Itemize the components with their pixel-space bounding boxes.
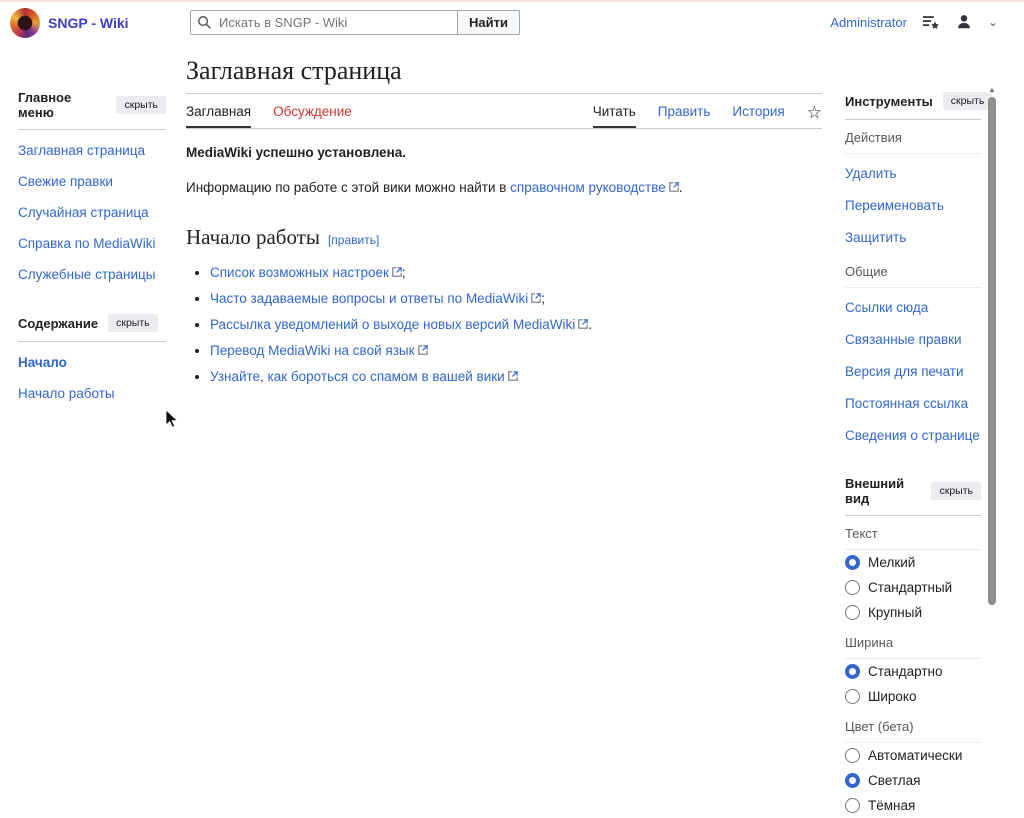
release-mail-link[interactable]: Рассылка уведомлений о выходе новых версий MediaWiki bbox=[210, 317, 576, 333]
right-sidebar bbox=[845, 92, 985, 818]
radio-text-large[interactable]: Крупный bbox=[845, 600, 981, 625]
radio-icon[interactable] bbox=[845, 664, 860, 679]
external-link-icon bbox=[418, 345, 428, 355]
radio-icon[interactable] bbox=[845, 798, 860, 813]
vertical-scrollbar[interactable] bbox=[986, 86, 998, 601]
getting-started-list bbox=[186, 263, 822, 388]
external-link-icon bbox=[669, 182, 679, 192]
toc-item-getting-started[interactable]: Начало работы bbox=[18, 386, 115, 401]
radio-text-small[interactable]: Мелкий bbox=[845, 550, 981, 575]
scrollbar-thumb[interactable] bbox=[988, 97, 996, 605]
list-item bbox=[210, 341, 822, 362]
appearance-group-width: Ширина bbox=[845, 625, 981, 659]
external-link-icon bbox=[578, 319, 588, 329]
tab-read[interactable]: Читать bbox=[593, 94, 636, 128]
toc-item-top[interactable]: Начало bbox=[18, 355, 67, 370]
main-menu-panel bbox=[18, 90, 166, 284]
radio-icon[interactable] bbox=[845, 689, 860, 704]
username-link[interactable]: Administrator bbox=[830, 14, 907, 30]
header-user-area bbox=[830, 13, 998, 31]
info-paragraph: Информацию по работе с этой вики можно найти в справочном руководстве . bbox=[186, 179, 683, 195]
search-icon bbox=[197, 15, 212, 30]
help-guide-link[interactable]: справочном руководстве bbox=[510, 179, 666, 195]
chevron-down-icon[interactable]: ⌄ bbox=[987, 15, 998, 29]
mouse-cursor bbox=[165, 409, 180, 430]
list-item bbox=[210, 367, 822, 388]
contents-list bbox=[18, 354, 166, 403]
tools-hide-button[interactable]: скрыть bbox=[943, 92, 993, 110]
external-link-icon bbox=[508, 371, 518, 381]
radio-width-standard[interactable]: Стандартно bbox=[845, 659, 981, 684]
left-sidebar bbox=[18, 90, 166, 416]
tab-talk[interactable]: Обсуждение bbox=[273, 104, 352, 119]
sidebar-item-special-pages[interactable]: Служебные страницы bbox=[18, 267, 156, 282]
watchlist-icon[interactable] bbox=[922, 13, 940, 31]
main-content bbox=[186, 56, 822, 393]
tab-history[interactable]: История bbox=[732, 104, 785, 119]
sidebar-item-main-page[interactable]: Заглавная страница bbox=[18, 143, 146, 158]
radio-color-dark[interactable]: Тёмная bbox=[845, 793, 981, 818]
radio-color-light[interactable]: Светлая bbox=[845, 768, 981, 793]
list-item: • Список возможных настроек ; bbox=[210, 263, 822, 284]
radio-icon[interactable] bbox=[845, 555, 860, 570]
main-menu-hide-button[interactable]: скрыть bbox=[116, 96, 166, 114]
list-item: • Рассылка уведомлений о выходе новых версий MediaWiki . bbox=[210, 315, 822, 336]
sidebar-item-recent-changes[interactable]: Свежие правки bbox=[18, 174, 113, 189]
view-tabs bbox=[593, 94, 822, 128]
article-body bbox=[186, 143, 822, 388]
appearance-group-text: Текст bbox=[845, 516, 981, 550]
radio-icon[interactable] bbox=[845, 580, 860, 595]
faq-link[interactable]: Часто задаваемые вопросы и ответы по MediaWiki bbox=[210, 291, 529, 307]
tools-panel bbox=[845, 92, 985, 452]
tab-edit[interactable]: Править bbox=[657, 104, 711, 119]
main-menu-header bbox=[18, 90, 166, 130]
tab-article[interactable]: Заглавная bbox=[186, 94, 251, 128]
search-button[interactable]: Найти bbox=[457, 10, 520, 35]
external-link-icon bbox=[531, 293, 541, 303]
appearance-header bbox=[845, 476, 981, 516]
site-logo[interactable] bbox=[10, 8, 40, 38]
tools-section-actions: Действия bbox=[845, 120, 981, 154]
radio-width-wide[interactable]: Широко bbox=[845, 684, 981, 709]
installed-message: MediaWiki успешно установлена. bbox=[186, 145, 407, 160]
window-top-edge bbox=[0, 0, 1024, 2]
page-tabbar bbox=[186, 94, 822, 129]
tool-what-links-here[interactable]: Ссылки сюда bbox=[845, 300, 929, 315]
namespace-tabs bbox=[186, 94, 352, 128]
settings-list-link[interactable]: Список возможных настроек bbox=[210, 265, 389, 281]
tools-header bbox=[845, 92, 985, 120]
tools-section-general: Общие bbox=[845, 254, 981, 288]
search-bar bbox=[190, 10, 520, 35]
radio-icon[interactable] bbox=[845, 773, 860, 788]
radio-color-auto[interactable]: Автоматически bbox=[845, 743, 981, 768]
scrollbar-up-arrow-icon[interactable]: ▲ bbox=[988, 87, 996, 94]
tools-title: Инструменты bbox=[845, 93, 933, 109]
radio-text-standard[interactable]: Стандартный bbox=[845, 575, 981, 600]
contents-header bbox=[18, 314, 166, 342]
sidebar-item-help[interactable]: Справка по MediaWiki bbox=[18, 236, 156, 251]
section-edit-link[interactable]: [править] bbox=[327, 232, 380, 247]
tool-related-changes[interactable]: Связанные правки bbox=[845, 332, 962, 347]
main-menu-list bbox=[18, 142, 166, 284]
list-item: • Часто задаваемые вопросы и ответы по MediaWiki ; bbox=[210, 289, 822, 310]
combat-spam-link[interactable]: Узнайте, как бороться со спамом в вашей вики bbox=[210, 369, 505, 385]
section-heading: Начало работы [править] bbox=[186, 224, 380, 249]
watch-star-icon[interactable]: ☆ bbox=[806, 103, 822, 122]
tool-page-info[interactable]: Сведения о странице bbox=[845, 428, 980, 443]
tool-delete[interactable]: Удалить bbox=[845, 166, 897, 181]
actions-list bbox=[845, 158, 981, 254]
contents-panel bbox=[18, 314, 166, 403]
radio-icon[interactable] bbox=[845, 605, 860, 620]
site-title-link[interactable]: SNGP - Wiki bbox=[48, 15, 129, 31]
sidebar-item-random-page[interactable]: Случайная страница bbox=[18, 205, 149, 220]
localise-link[interactable]: Перевод MediaWiki на свой язык bbox=[210, 343, 415, 359]
radio-icon[interactable] bbox=[845, 748, 860, 763]
appearance-group-color: Цвет (бета) bbox=[845, 709, 981, 743]
user-avatar-icon[interactable] bbox=[955, 13, 973, 31]
main-menu-title: Главное меню bbox=[18, 90, 72, 120]
page-title: Заглавная страница bbox=[186, 56, 822, 94]
appearance-panel bbox=[845, 476, 981, 818]
tool-protect[interactable]: Защитить bbox=[845, 230, 907, 245]
contents-hide-button[interactable]: скрыть bbox=[108, 314, 158, 332]
external-link-icon bbox=[392, 267, 402, 277]
search-input[interactable] bbox=[190, 10, 458, 35]
tool-printable-version[interactable]: Версия для печати bbox=[845, 364, 964, 379]
appearance-title: Внешний вид bbox=[845, 476, 905, 506]
appearance-hide-button[interactable]: скрыть bbox=[931, 482, 981, 500]
general-list bbox=[845, 292, 981, 452]
contents-title: Содержание bbox=[18, 315, 99, 331]
tool-move[interactable]: Переименовать bbox=[845, 198, 944, 213]
tool-permanent-link[interactable]: Постоянная ссылка bbox=[845, 396, 969, 411]
